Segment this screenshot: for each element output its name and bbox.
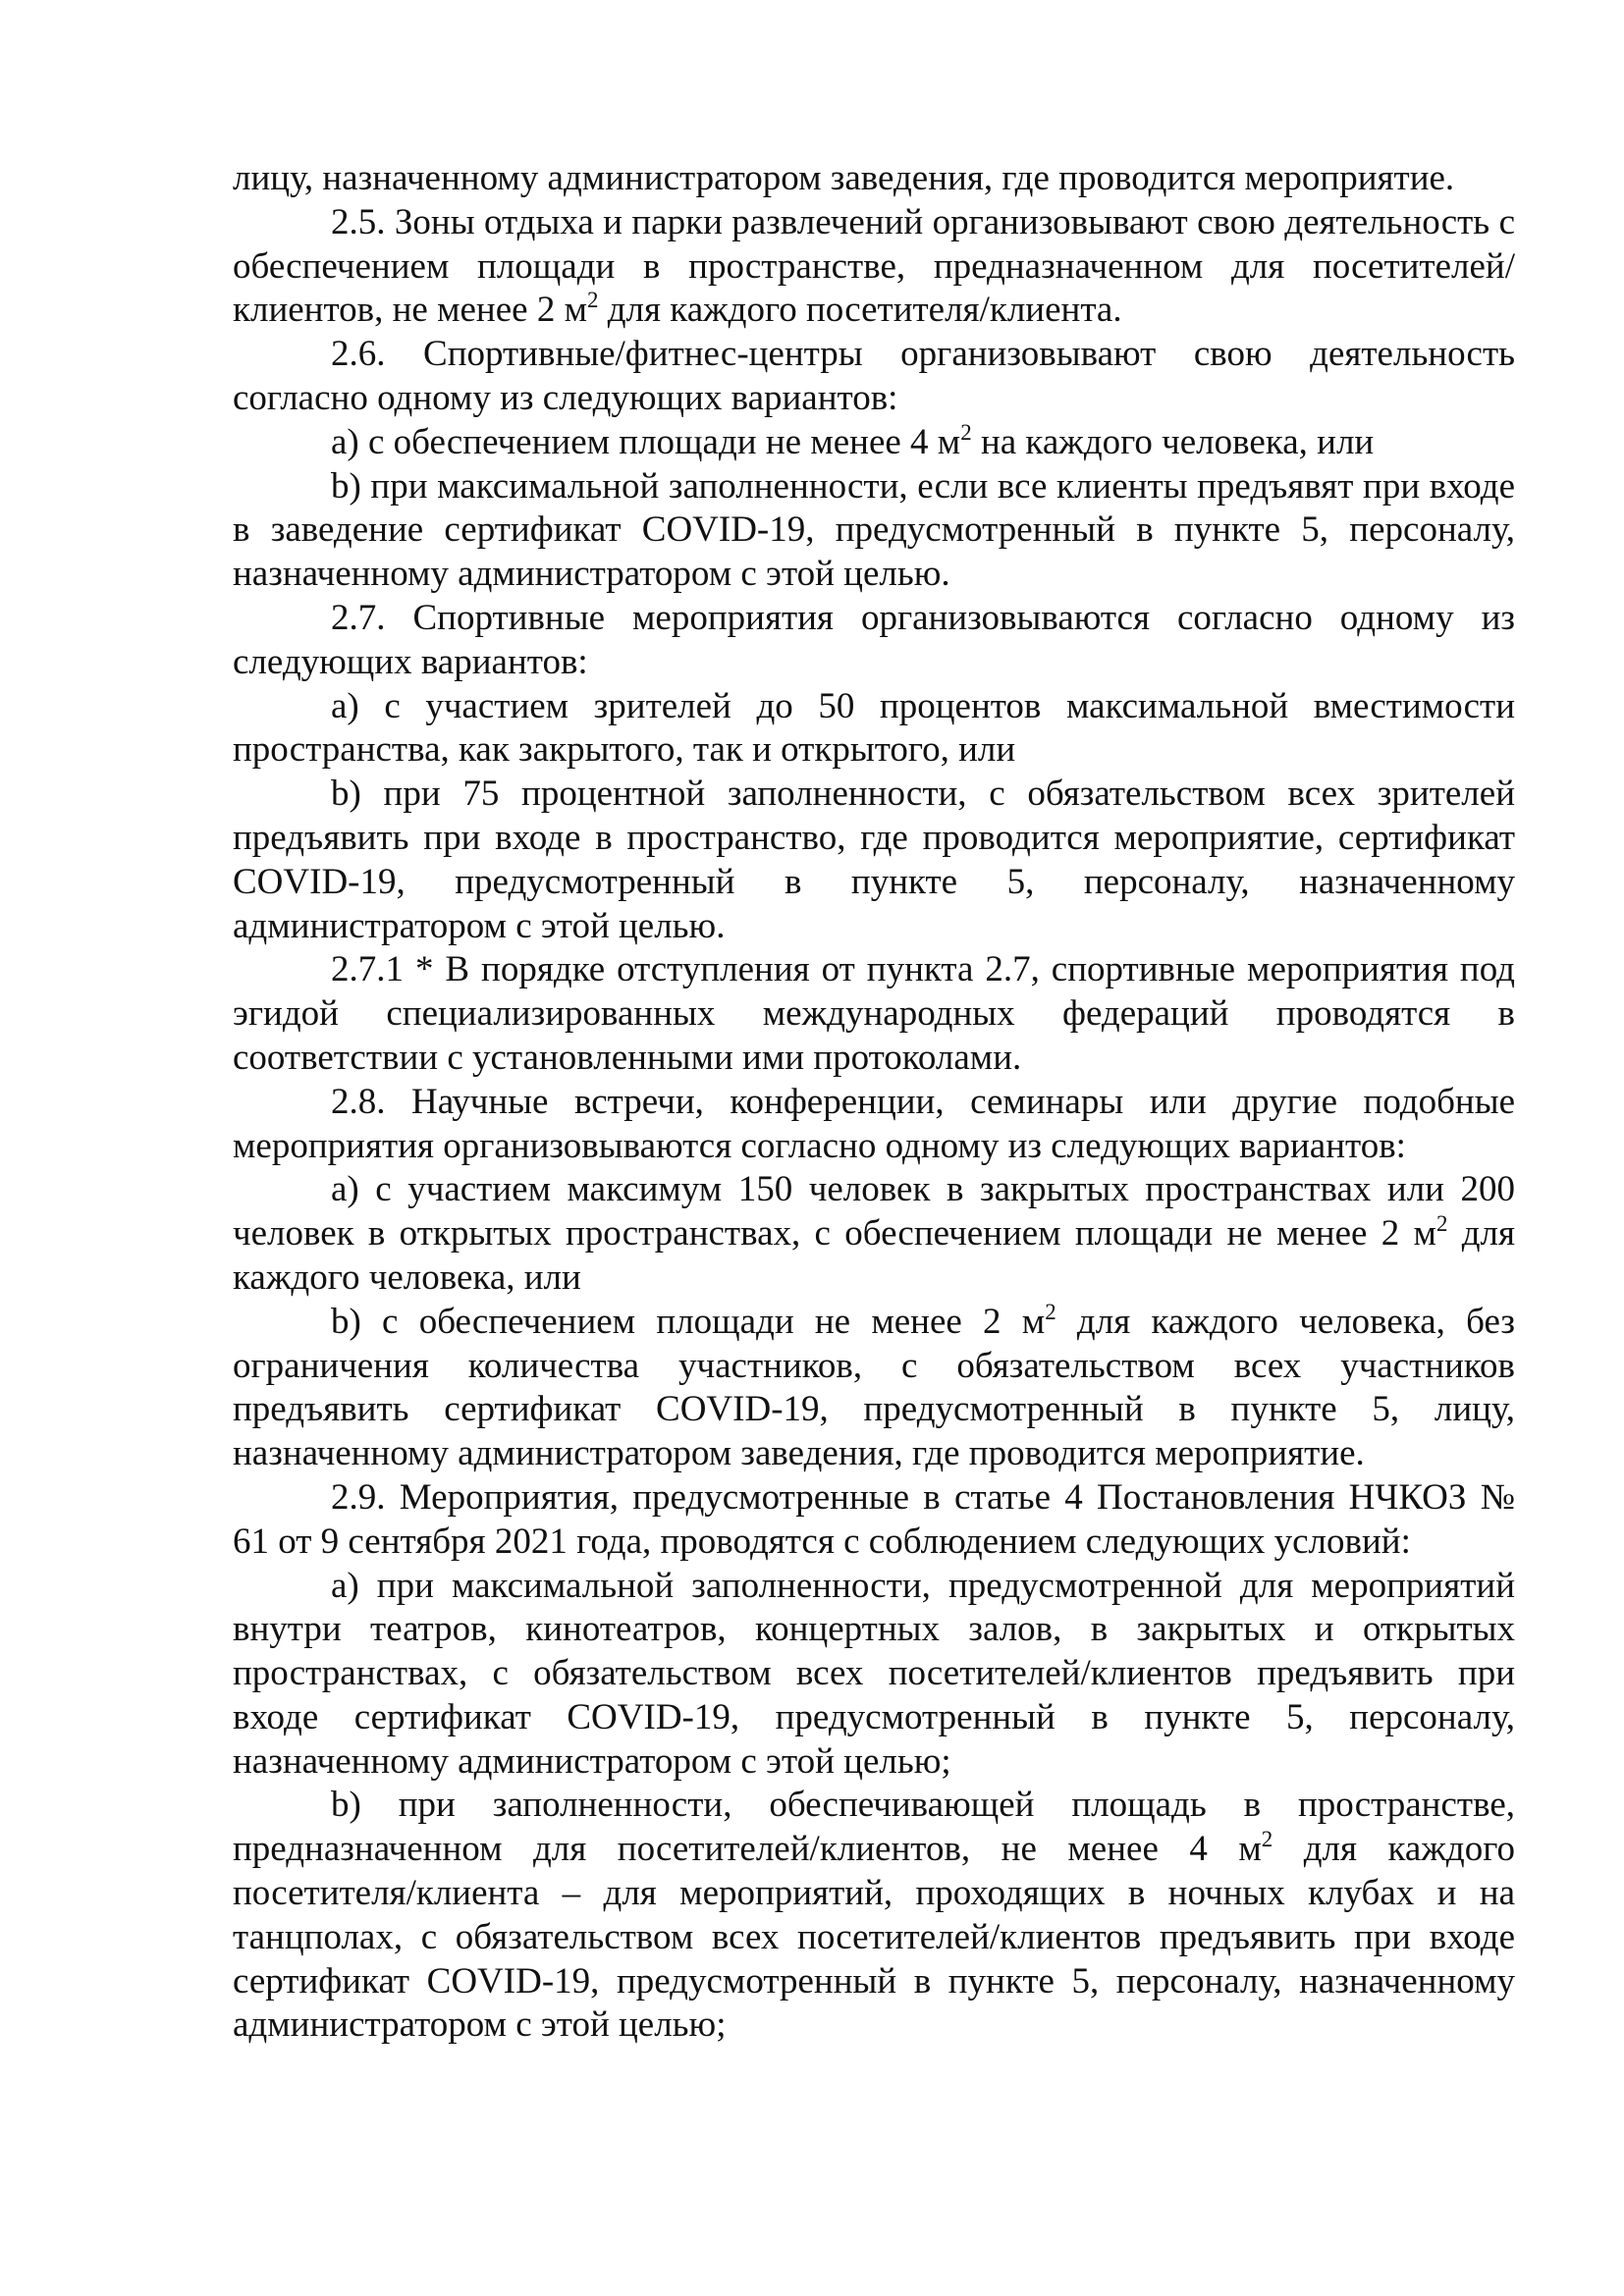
paragraph-2-7-a: a) с участием зрителей до 50 процентов максимальной вместимости пространства, как закрытого, так и открытого, или — [233, 685, 1515, 771]
paragraph-2-6: 2.6. Спортивные/фитнес-центры организовывают свою деятельность согласно одному из следующих вариантов: — [233, 334, 1515, 418]
paragraph-2-6-b: b) при максимальной заполненности, если все клиенты предъявят при входе в заведение сертификат COVID-19, предусмотренный в пункте 5, персоналу, назначенному администратором с этой целью. — [233, 465, 1515, 595]
paragraph-2-8: 2.8. Научные встречи, конференции, семинары или другие подобные мероприятия организовываются согласно одному из следующих вариантов: — [233, 1081, 1515, 1166]
paragraph-2-8-b: b) с обеспечением площади не менее 2 $м^2$ для каждого человека, без ограничения количества участников, с обязательством всех участников предъявить сертификат COVID-19, предусмотренный в пункте 5, лицу, назначенному администратором заведения, где проводится мероприятие. — [233, 1299, 1515, 1474]
document-page — [233, 157, 1515, 2048]
superscript-2: 2 — [587, 288, 599, 313]
paragraph-2-9: 2.9. Мероприятия, предусмотренные в статье 4 Постановления НЧКОЗ № 61 от 9 сентября 2021 года, проводятся с соблюдением следующих условий: — [233, 1476, 1515, 1562]
paragraph-2-5: 2.5. Зоны отдыха и парки развлечений организовывают свою деятельность с обеспечением площади в пространстве, предназначенном для посетителей/клиентов, не менее 2 $м^2$ для каждого посетителя/клиента. — [233, 201, 1515, 331]
paragraph-2-7: 2.7. Спортивные мероприятия организовываются согласно одному из следующих вариантов: — [233, 597, 1515, 682]
paragraph-2-8-a: a) с участием максимум 150 человек в закрытых пространствах или 200 человек в открытых пространствах, с обеспечением площади не менее 2 $м^2$ для каждого человека, или — [233, 1169, 1515, 1298]
superscript-2: 2 — [1261, 1827, 1273, 1852]
paragraph-2-9-a: a) при максимальной заполненности, предусмотренной для мероприятий внутри театров, кинотеатров, концертных залов, в закрытых и открытых пространствах, с обязательством всех посетителей/клиентов предъявить при входе сертификат COVID-19, предусмотренный в пункте 5, персоналу, назначенному администратором с этой целью; — [233, 1565, 1515, 1782]
paragraph-2-7-b: b) при 75 процентной заполненности, с обязательством всех зрителей предъявить при входе в пространство, где проводится мероприятие, сертификат COVID-19, предусмотренный в пункте 5, персоналу, назначенному администратором с этой целью. — [233, 774, 1515, 946]
paragraph-2-6-a: a) с обеспечением площади не менее 4 $м^2$ на каждого человека, или — [331, 419, 1375, 462]
superscript-2: 2 — [1045, 1299, 1056, 1324]
superscript-2: 2 — [960, 419, 972, 445]
superscript-2: 2 — [1435, 1210, 1448, 1236]
paragraph-2-9-b: b) при заполненности, обеспечивающей площадь в пространстве, предназначенном для посетителей/клиентов, не менее 4 $м^2$ для каждого посетителя/клиента – для мероприятий, проходящих в ночных клубах и на танцполах, с обязательством всех посетителей/клиентов предъявить при входе сертификат COVID-19, предусмотренный в пункте 5, персоналу, назначенному администратором с этой целью; — [233, 1785, 1516, 2046]
paragraph-2-7-1: 2.7.1 * В порядке отступления от пункта 2.7, спортивные мероприятия под эгидой специализированных международных федераций проводятся в соответствии с установленными ими протоколами. — [233, 949, 1515, 1078]
paragraph-continuation: лицу, назначенному администратором заведения, где проводится мероприятие. — [233, 158, 1455, 198]
